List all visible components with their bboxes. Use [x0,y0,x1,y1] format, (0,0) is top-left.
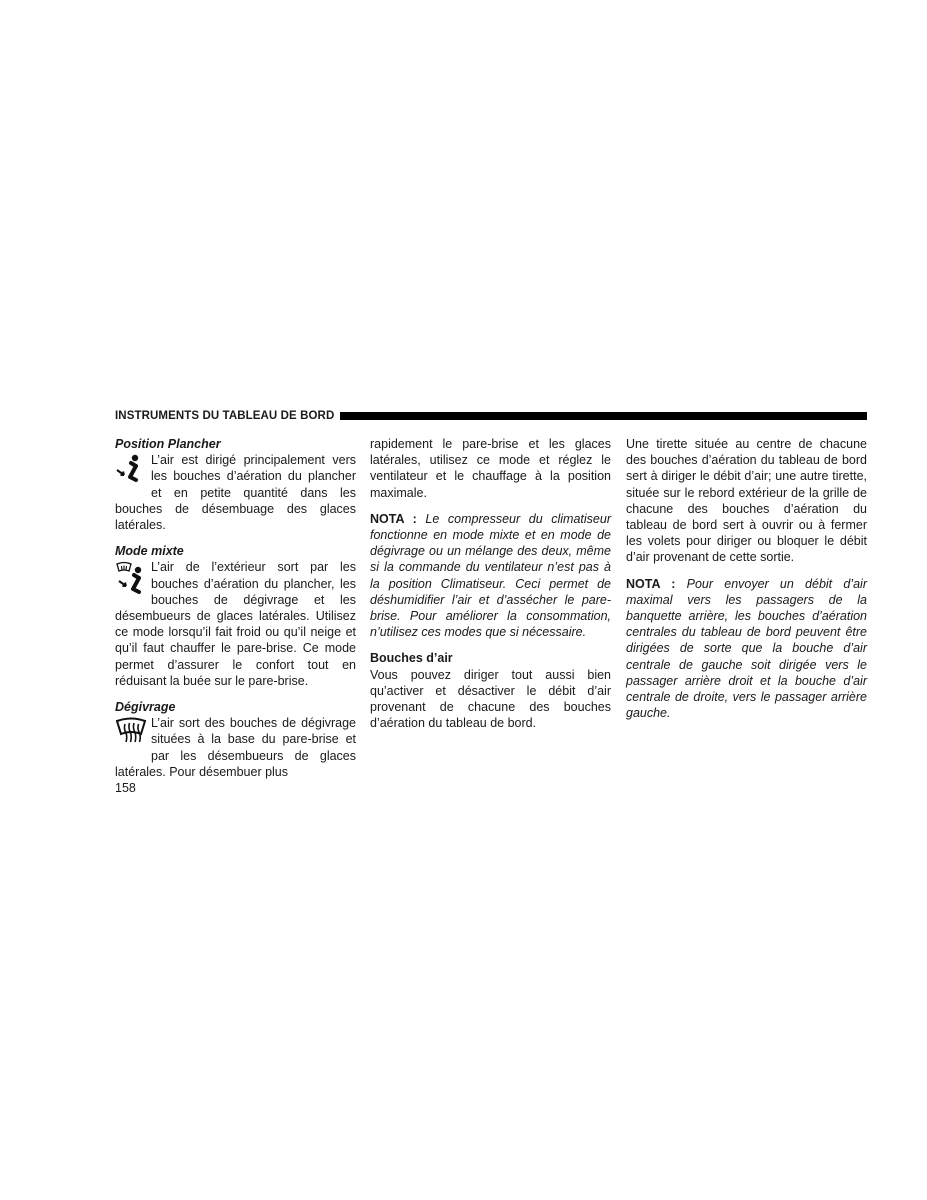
defrost-continued-text: rapidement le pare-brise et les glaces latérales, utilisez ce mode et réglez le ventilateur et le chauffage à la position maximale. [370,437,611,500]
header-title: INSTRUMENTS DU TABLEAU DE BORD [115,410,335,422]
floor-mode-icon [115,454,145,488]
note-text: Le compresseur du climatiseur fonctionne en mode mixte et en mode de dégivrage ou un mélange des deux, même si la commande du ventilateur n’est pas à la position Climatiseur. Ceci permet de déshumidifier l’air et d’assécher le pare-brise. Pour améliorer la consommation, n’utilisez ces modes que si nécessaire. [370,511,611,640]
note-label: NOTA : [626,576,676,591]
section-title-floor: Position Plancher [115,437,221,451]
page-number: 158 [115,781,136,795]
header-rule [340,412,867,420]
section-title-mixed: Mode mixte [115,544,184,559]
section-text-floor: L’air est dirigé principalement vers les bouches d’aération du plancher et en petite quantité dans les bouches de désembuage des glaces latérales. [115,453,356,533]
section-title-defrost: Dégivrage [115,700,176,715]
column-2 [370,436,611,731]
vent-controls-text: Une tirette située au centre de chacune des bouches d’aération du tableau de bord sert à diriger le débit d’air; une autre tirette, située sur le rebord extérieur de la grille de chacune des bouches d’aération du tableau de bord sert à ouvrir ou à fermer les volets pour diriger ou bloquer le débit d’air provenant de cette sortie. [626,437,867,565]
mixed-mode-icon [115,561,145,595]
defrost-icon [115,717,145,751]
section-title-vents: Bouches d’air [370,651,453,666]
section-text-mixed: L’air de l’extérieur sort par les bouches d’aération du plancher, les bouches de dégivrage et les désembueurs de glaces latérales. Utilisez ce mode lorsqu’il fait froid ou qu’il neige et qu’il faut chauffer le pare-brise. Ce mode permet d’assurer le confort tout en réduisant la buée sur le pare-brise. [115,560,356,688]
section-text-vents: Vous pouvez diriger tout aussi bien qu’activer et désactiver le débit d’air provenant de chacune des bouches d’aération du tableau de bord. [370,667,611,731]
note-text: Pour envoyer un débit d’air maximal vers les passagers de la banquette arrière, les bouches d’aération centrales du tableau de bord peuvent être dirigées de sorte que la bouche d’air centrale de gauche soit dirigée vers le passager arrière droit et la bouche d’air centrale de droite, vers le passager arrière gauche. [626,576,867,721]
column-1 [115,436,356,780]
note-compressor [370,511,611,641]
section-header [115,408,867,424]
column-3 [626,436,867,721]
section-text-defrost: L’air sort des bouches de dégivrage situées à la base du pare-brise et par les désembueurs de glaces latérales. Pour désembuer plus [115,716,356,779]
note-rear-airflow [626,576,867,722]
note-label: NOTA : [370,511,417,526]
